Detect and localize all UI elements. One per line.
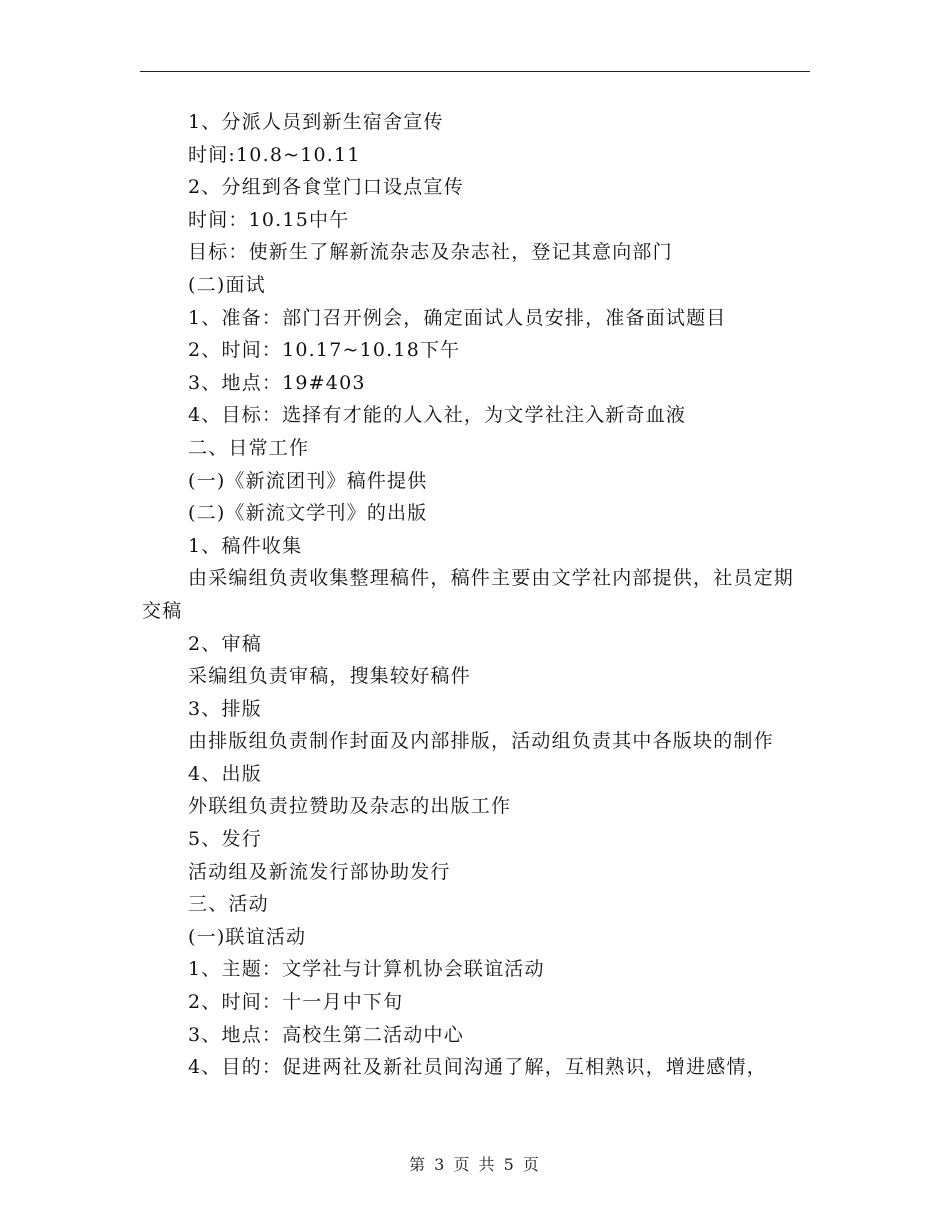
paragraph: 采编组负责审稿，搜集较好稿件 <box>188 665 471 688</box>
paragraph: 2、分组到各食堂门口设点宣传 <box>188 176 464 199</box>
section-heading: (一)《新流团刊》稿件提供 <box>188 469 428 492</box>
paragraph: 由采编组负责收集整理稿件，稿件主要由文学社内部提供，社员定期交稿 <box>142 567 795 622</box>
section-heading: (二)《新流文学刊》的出版 <box>188 502 428 525</box>
paragraph: 1、分派人员到新生宿舍宣传 <box>188 111 444 133</box>
paragraph: 3、地点：高校生第二活动中心 <box>188 1023 464 1046</box>
paragraph: 1、主题：文学社与计算机协会联谊活动 <box>188 958 545 981</box>
section-heading: 二、日常工作 <box>188 436 310 459</box>
paragraph: 4、出版 <box>188 762 262 785</box>
section-heading: (一)联谊活动 <box>188 925 307 948</box>
paragraph: 活动组及新流发行部协助发行 <box>188 860 451 883</box>
paragraph: 时间：10.15中午 <box>188 208 350 231</box>
section-heading: (二)面试 <box>188 273 266 296</box>
section-heading: 三、活动 <box>188 893 269 916</box>
paragraph: 2、审稿 <box>188 632 262 655</box>
body-text <box>142 106 802 1084</box>
paragraph: 时间:10.8~10.11 <box>188 143 361 166</box>
paragraph: 5、发行 <box>188 828 262 851</box>
paragraph: 4、目标：选择有才能的人入社，为文学社注入新奇血液 <box>188 404 687 427</box>
paragraph: 外联组负责拉赞助及杂志的出版工作 <box>188 795 512 818</box>
paragraph: 2、时间：十一月中下旬 <box>188 991 404 1014</box>
header-rule <box>140 71 810 72</box>
paragraph: 1、准备：部门召开例会，确定面试人员安排，准备面试题目 <box>188 306 727 329</box>
paragraph: 3、排版 <box>188 697 262 720</box>
paragraph: 3、地点：19#403 <box>188 371 366 394</box>
paragraph: 由排版组负责制作封面及内部排版，活动组负责其中各版块的制作 <box>188 730 774 753</box>
page-footer: 第 3 页 共 5 页 <box>409 1155 541 1174</box>
paragraph: 4、目的：促进两社及新社员间沟通了解，互相熟识，增进感情， <box>188 1056 767 1079</box>
paragraph: 目标：使新生了解新流杂志及杂志社，登记其意向部门 <box>188 241 673 264</box>
paragraph: 1、稿件收集 <box>188 534 303 557</box>
paragraph: 2、时间：10.17~10.18下午 <box>188 339 461 362</box>
